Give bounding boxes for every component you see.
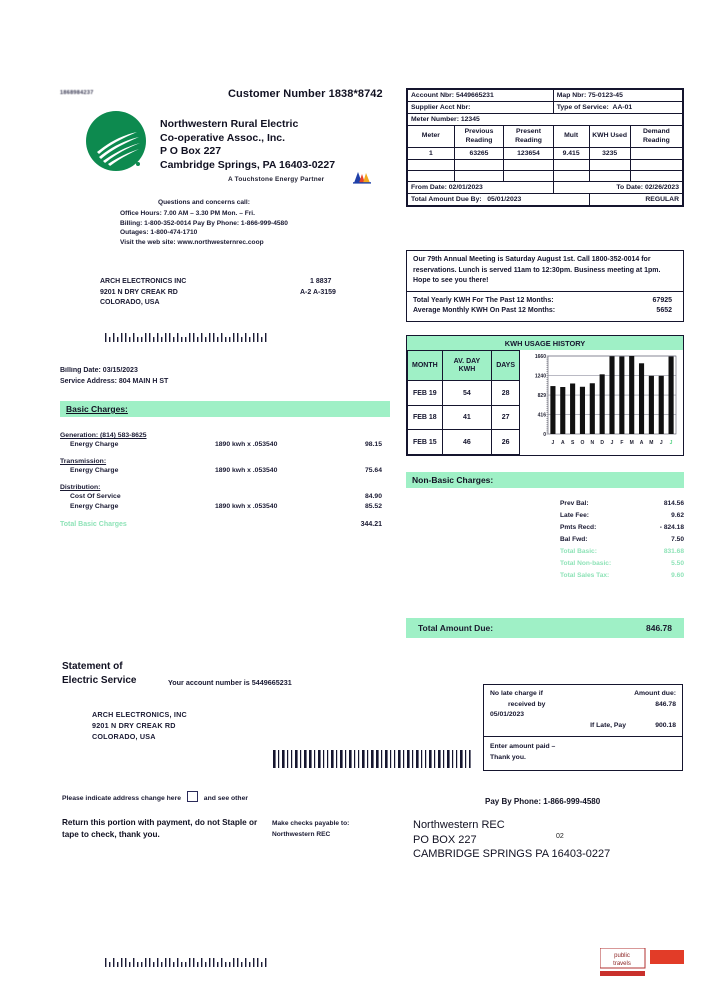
average-kwh-value: 5652 — [656, 307, 672, 314]
svg-text:A: A — [639, 440, 644, 446]
svg-text:travels: travels — [613, 961, 631, 967]
svg-text:1660: 1660 — [534, 354, 546, 360]
from-date-value: 02/01/2023 — [448, 184, 483, 191]
enter-amount-panel — [484, 737, 682, 770]
touchstone-tagline: A Touchstone Energy Partner — [228, 176, 325, 183]
if-late-label: If Late, Pay — [590, 721, 626, 729]
meter-number-value: 12345 — [460, 116, 480, 123]
svg-text:J: J — [551, 440, 555, 446]
no-late-line-1: No late charge if — [490, 690, 543, 697]
charge-amount: 85.52 — [364, 503, 382, 510]
payment-barcode — [273, 750, 471, 773]
payee-line-1: Northwestern REC — [413, 819, 505, 831]
col-header-demand-reading: Demand Reading — [630, 126, 682, 148]
total-amount-due-label: Total Amount Due: — [418, 623, 494, 633]
customer-number — [228, 88, 383, 100]
to-date-label: To Date: — [616, 184, 644, 191]
postal-barcode-footer — [105, 955, 270, 974]
non-basic-charges-header — [406, 472, 684, 488]
amount-due-label: Amount due: — [634, 690, 676, 697]
total-basic-charges-amount: 344.21 — [360, 521, 382, 528]
svg-text:O: O — [580, 440, 585, 446]
stub-address-line-3: COLORADO, USA — [92, 731, 156, 741]
account-summary-table — [406, 88, 684, 207]
non-basic-amount: 9.62 — [671, 512, 684, 519]
svg-text:0: 0 — [543, 432, 546, 438]
customer-number-value: 1838*8742 — [328, 88, 383, 100]
usage-col-month: MONTH — [408, 351, 443, 381]
service-address-value: 804 MAIN H ST — [118, 377, 169, 385]
billing-date-value: 03/15/2023 — [102, 367, 138, 374]
usage-history-title: KWH USAGE HISTORY — [407, 336, 683, 350]
basic-charges-header-label: Basic Charges: — [66, 404, 128, 414]
table-row — [408, 430, 520, 455]
non-basic-amount: 5.50 — [671, 560, 684, 567]
usage-month-cell: FEB 18 — [408, 405, 443, 430]
non-basic-label: Late Fee: — [560, 512, 589, 519]
charge-label: Energy Charge — [70, 467, 119, 474]
billing-meta — [60, 366, 168, 387]
postal-barcode-top — [105, 330, 270, 349]
svg-text:M: M — [629, 440, 634, 446]
non-basic-label: Total Sales Tax: — [560, 572, 610, 579]
payee-code: 02 — [556, 833, 564, 840]
coop-name-line-1: Northwestern Rural Electric — [160, 118, 299, 130]
basic-charges-header — [60, 401, 390, 417]
non-basic-label: Total Basic: — [560, 548, 597, 555]
map-nbr-cell — [553, 90, 682, 102]
footer-watermark — [600, 948, 685, 986]
svg-text:829: 829 — [537, 393, 546, 400]
charge-row — [60, 503, 390, 513]
customer-address-line-2: 9201 N DRY CREAK RD — [100, 288, 178, 296]
svg-text:J: J — [669, 440, 673, 446]
customer-mailing-address — [100, 277, 186, 309]
non-basic-label: Pmts Recd: — [560, 524, 597, 531]
svg-text:J: J — [610, 440, 614, 446]
document-control-code: 1868984237 — [60, 90, 94, 96]
non-basic-line — [560, 536, 684, 548]
due-by-date: 05/01/2023 — [487, 196, 522, 203]
svg-text:A: A — [560, 440, 565, 446]
amount-due-value: 846.78 — [655, 700, 676, 708]
non-basic-charges-values — [560, 500, 684, 584]
customer-address-line-3: COLORADO, USA — [100, 299, 160, 306]
annual-meeting-box — [406, 250, 684, 322]
yearly-kwh-value: 67925 — [652, 296, 672, 304]
to-date-cell — [553, 182, 682, 194]
customer-route-sequence — [300, 277, 336, 298]
coop-name-line-3: P O Box 227 — [160, 145, 222, 158]
svg-text:F: F — [620, 440, 624, 446]
contact-heading: Questions and concerns call: — [157, 199, 250, 206]
from-date-label: From Date: — [411, 184, 447, 191]
charge-row — [60, 493, 390, 503]
kwh-used-cell: 3235 — [589, 148, 630, 160]
svg-text:S: S — [570, 440, 575, 446]
non-basic-label: Prev Bal: — [560, 500, 589, 507]
coop-name-line-2: Co-operative Assoc., Inc. — [160, 131, 286, 144]
usage-avday-cell: 46 — [442, 430, 492, 455]
usage-history-table — [407, 350, 520, 455]
enter-amount-line-1: Enter amount paid – — [490, 743, 556, 750]
customer-route: 1 8837 — [310, 278, 332, 285]
non-basic-amount: 814.56 — [663, 500, 684, 507]
meter-number-label: Meter Number: — [411, 116, 459, 123]
svg-text:D: D — [600, 440, 604, 446]
non-basic-charges-header-label: Non-Basic Charges: — [412, 475, 494, 485]
mult-cell — [553, 171, 589, 182]
non-basic-line — [560, 560, 684, 572]
non-basic-label: Bal Fwd: — [560, 536, 588, 543]
stub-account-note: Your account number is 5449665231 — [168, 678, 292, 687]
average-kwh-row — [413, 306, 678, 317]
map-nbr-label: Map Nbr: — [556, 92, 587, 99]
svg-text:1240: 1240 — [534, 373, 546, 380]
svg-text:public: public — [614, 953, 630, 959]
no-late-line-2: received by — [508, 700, 546, 708]
meter-cell — [408, 171, 455, 182]
demand-reading-cell — [630, 148, 682, 160]
billing-date-row — [60, 366, 168, 377]
if-late-amount: 900.18 — [655, 721, 676, 729]
annual-meeting-notice: Our 79th Annual Meeting is Saturday August 1st. Call 1800-352-0014 for reservations. Lunch is served 11am to 12:30pm. Business meeting at 1pm. Hope to see you there! — [413, 256, 661, 284]
stub-address-line-1: ARCH ELECTRONICS, INC — [92, 710, 187, 719]
svg-text:M: M — [649, 440, 654, 446]
account-nbr-value: 5449665231 — [455, 92, 494, 99]
statement-title — [62, 660, 137, 688]
usage-month-cell: FEB 15 — [408, 430, 443, 455]
payee-line-2: PO BOX 227 — [413, 833, 477, 846]
col-header-previous-reading: Previous Reading — [454, 126, 504, 148]
usage-days-cell: 26 — [492, 430, 520, 455]
statement-title-line-2: Electric Service — [62, 675, 137, 686]
contact-line-website: Visit the web site: www.northwesternrec.coop — [120, 239, 264, 247]
supplier-acct-cell — [408, 102, 554, 114]
contact-line-outages: Outages: 1-800-474-1710 — [120, 229, 198, 237]
non-basic-amount: 831.68 — [663, 548, 684, 555]
previous-reading-cell — [454, 160, 504, 171]
account-nbr-label: Account Nbr: — [411, 92, 455, 99]
charge-row — [60, 441, 390, 451]
usage-avday-cell: 54 — [442, 381, 492, 406]
mult-cell: 9.415 — [553, 148, 589, 160]
charge-group-distribution — [60, 484, 390, 513]
kwh-usage-history-box — [406, 335, 684, 456]
map-nbr-value: 75-0123-45 — [588, 92, 623, 99]
cooperative-logo — [85, 110, 147, 172]
non-basic-line — [560, 548, 684, 560]
service-address-row — [60, 377, 168, 388]
table-row — [408, 381, 520, 406]
bill-class-cell: REGULAR — [589, 194, 683, 206]
usage-days-cell: 27 — [492, 405, 520, 430]
present-reading-cell — [504, 160, 554, 171]
usage-days-cell: 28 — [492, 381, 520, 406]
stub-customer-address — [92, 710, 187, 742]
charge-detail: 1890 kwh x .053540 — [215, 503, 278, 510]
svg-text:416: 416 — [537, 412, 546, 419]
remittance-box — [483, 684, 683, 771]
meter-number-cell — [408, 114, 683, 126]
non-basic-amount: 7.50 — [671, 536, 684, 543]
charge-row — [60, 467, 390, 477]
address-change-checkbox[interactable] — [187, 791, 198, 802]
non-basic-label: Total Non-basic: — [560, 560, 612, 567]
demand-reading-cell — [630, 160, 682, 171]
demand-reading-cell — [630, 171, 682, 182]
present-reading-cell — [504, 171, 554, 182]
service-type-label: Type of Service: — [556, 104, 609, 111]
mult-cell — [553, 160, 589, 171]
usage-bar-chart — [520, 350, 683, 455]
charge-label: Cost Of Service — [70, 493, 121, 500]
customer-sequence: A-2 A-3159 — [300, 288, 336, 296]
to-date-value: 02/26/2023 — [644, 184, 679, 191]
service-address-label: Service Address: — [60, 377, 117, 385]
non-basic-amount: - 824.18 — [659, 524, 684, 531]
charge-group-title: Generation: (814) 583-8625 — [60, 432, 147, 439]
account-nbr-cell — [408, 90, 554, 102]
charge-detail: 1890 kwh x .053540 — [215, 467, 278, 474]
table-row — [408, 148, 683, 160]
due-by-label: Total Amount Due By: — [411, 196, 482, 203]
previous-reading-cell — [454, 171, 504, 182]
non-basic-line — [560, 572, 684, 584]
charge-label: Energy Charge — [70, 503, 119, 510]
charge-amount: 98.15 — [364, 441, 382, 448]
usage-col-av-day-kwh: AV. DAY KWH — [442, 351, 492, 381]
customer-number-label: Customer Number — [228, 88, 326, 100]
billing-date-label: Billing Date: — [60, 367, 101, 374]
col-header-mult: Mult — [553, 126, 589, 148]
charge-group-generation — [60, 432, 390, 451]
non-basic-line — [560, 512, 684, 524]
from-date-cell — [408, 182, 554, 194]
total-basic-charges-label: Total Basic Charges — [60, 521, 127, 528]
basic-charges-list — [60, 432, 390, 532]
no-late-date: 05/01/2023 — [490, 711, 525, 718]
yearly-kwh-summary — [407, 292, 683, 321]
charge-group-title: Distribution: — [60, 484, 101, 491]
stub-address-line-2: 9201 N DRY CREAK RD — [92, 720, 176, 730]
non-basic-amount: 9.60 — [671, 572, 684, 579]
charge-amount: 84.90 — [364, 493, 382, 500]
touchstone-energy-icon — [352, 170, 372, 184]
table-row — [408, 405, 520, 430]
return-portion-note: Return this portion with payment, do not Staple or tape to check, thank you. — [62, 818, 258, 839]
charge-group-title: Transmission: — [60, 458, 107, 465]
charge-label: Energy Charge — [70, 441, 119, 448]
meter-cell: 1 — [408, 148, 455, 160]
service-type-value: AA-01 — [612, 104, 633, 111]
non-basic-line — [560, 500, 684, 512]
charge-group-transmission — [60, 458, 390, 477]
remit-due-panel — [484, 685, 682, 736]
non-basic-line — [560, 524, 684, 536]
total-basic-charges-row — [60, 521, 390, 532]
meter-cell — [408, 160, 455, 171]
usage-col-days: DAYS — [492, 351, 520, 381]
svg-text:N: N — [590, 440, 595, 446]
contact-info — [120, 198, 288, 248]
table-row — [408, 160, 683, 171]
payee-address — [413, 818, 610, 862]
charge-amount: 75.64 — [364, 467, 382, 474]
customer-address-line-1: ARCH ELECTRONICS INC — [100, 278, 187, 285]
svg-text:J: J — [659, 440, 663, 446]
payee-line-3: CAMBRIDGE SPRINGS PA 16403-0227 — [413, 848, 611, 860]
col-header-meter: Meter — [408, 126, 455, 148]
usage-avday-cell: 41 — [442, 405, 492, 430]
average-kwh-label: Average Monthly KWH On Past 12 Months: — [413, 307, 556, 314]
usage-month-cell: FEB 19 — [408, 381, 443, 406]
total-amount-due-value: 846.78 — [646, 623, 672, 633]
service-type-cell — [553, 102, 682, 114]
kwh-used-cell — [589, 160, 630, 171]
charge-detail: 1890 kwh x .053540 — [215, 441, 278, 448]
make-checks-payable — [272, 818, 349, 840]
make-checks-to: Northwestern REC — [272, 831, 331, 838]
coop-name-line-4: Cambridge Springs, PA 16403-0227 — [160, 158, 336, 171]
present-reading-cell: 123654 — [504, 148, 554, 160]
due-by-cell — [408, 194, 590, 206]
contact-line-billing: Billing: 1-800-352-0014 Pay By Phone: 1-866-999-4580 — [120, 219, 288, 227]
total-amount-due-bar — [406, 618, 684, 638]
yearly-kwh-label: Total Yearly KWH For The Past 12 Months: — [413, 296, 554, 304]
contact-line-office-hours: Office Hours: 7.00 AM – 3.30 PM Mon. – Fri. — [120, 209, 255, 217]
address-change-note-b: and see other — [203, 795, 248, 802]
statement-title-line-1: Statement of — [62, 661, 123, 672]
pay-by-phone-note: Pay By Phone: 1-866-999-4580 — [485, 797, 601, 806]
cooperative-name-block — [160, 118, 335, 172]
kwh-used-cell — [589, 171, 630, 182]
table-row — [408, 171, 683, 182]
col-header-present-reading: Present Reading — [504, 126, 554, 148]
col-header-kwh-used: KWH Used — [589, 126, 630, 148]
address-change-note-a: Please indicate address change here — [62, 795, 182, 802]
yearly-kwh-row — [413, 296, 678, 307]
supplier-acct-label: Supplier Acct Nbr: — [411, 104, 471, 111]
enter-amount-line-2: Thank you. — [490, 753, 526, 761]
make-checks-label: Make checks payable to: — [272, 820, 350, 827]
address-change-row — [62, 791, 248, 802]
remit-amount-column — [634, 689, 676, 731]
previous-reading-cell: 63265 — [454, 148, 504, 160]
